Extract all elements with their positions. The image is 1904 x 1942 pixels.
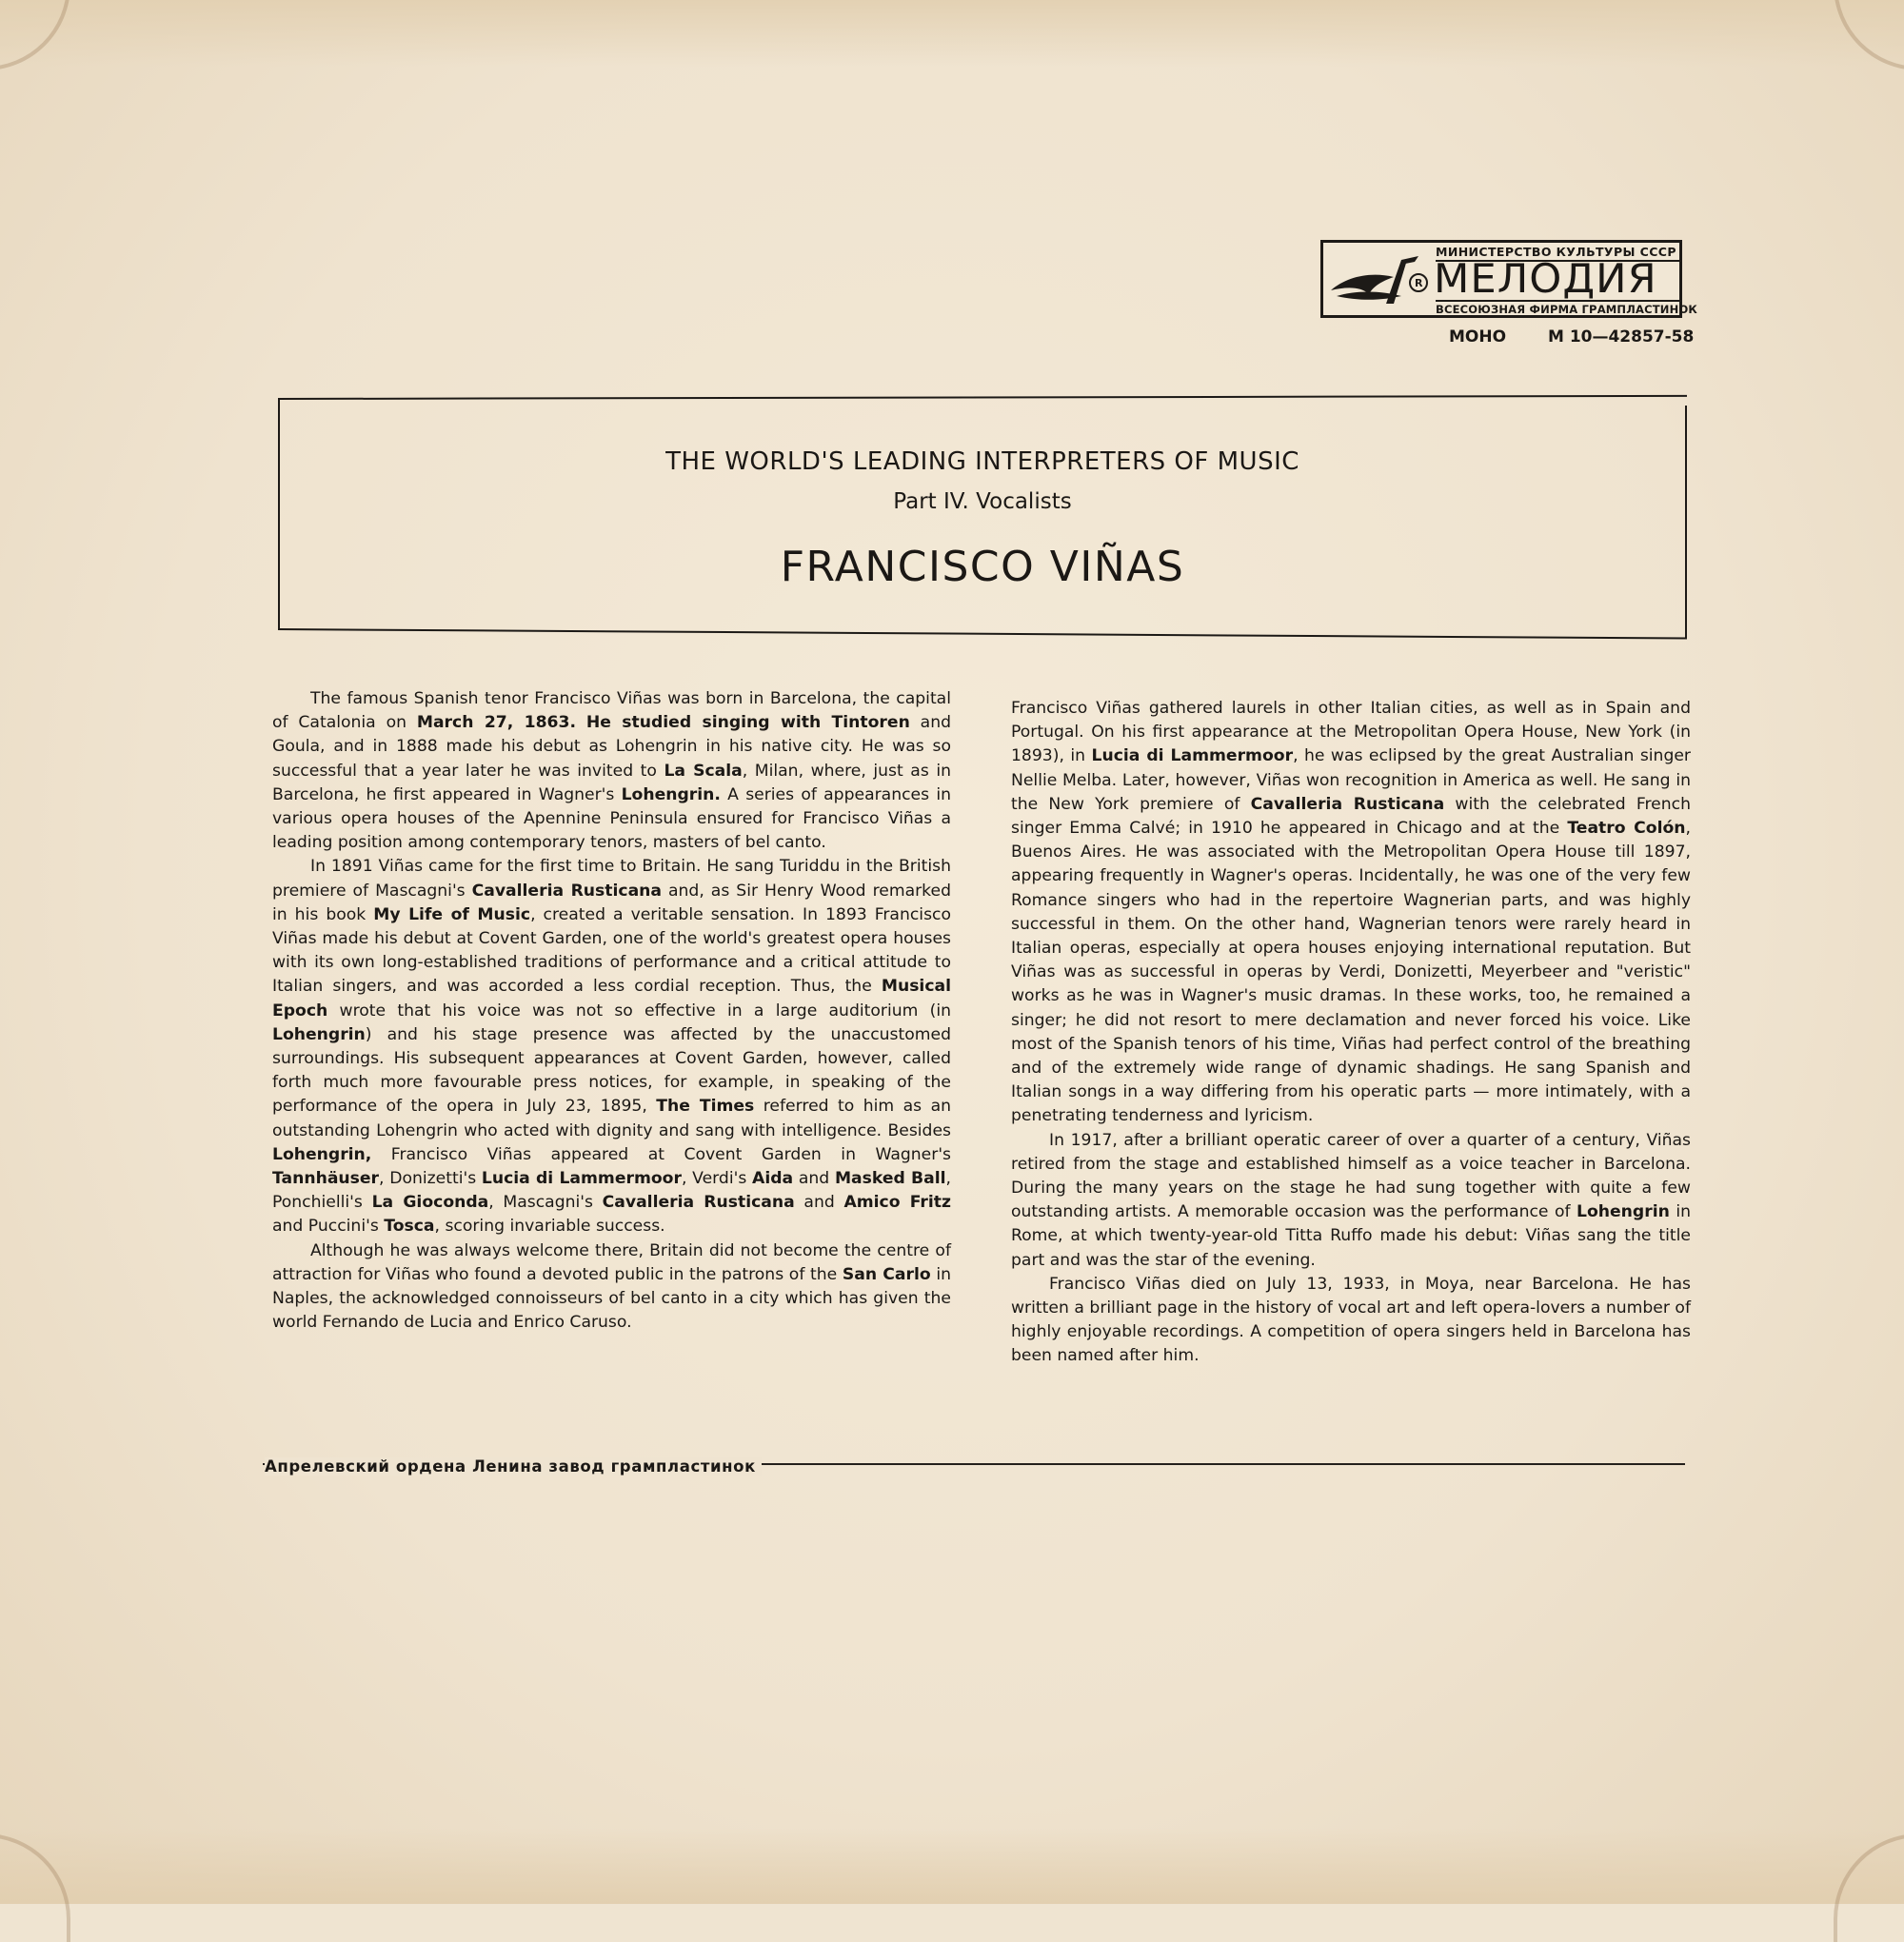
text-run: , Buenos Aires. He was associated with the Metropolitan Opera House till 1897, appearing frequently in Wagner's operas. Incidentally, he was one of the very few Romance singers who had in the repertoire Wagnerian parts, and was highly successful in them. On the other hand, Wagnerian tenors were rarely heard in Italian operas, especially at opera houses enjoying international reputation. But Viñas was as successful in operas by Verdi, Donizetti, Meyerbeer and "veristic" works as he was in Wagner's music dramas. In these works, too, he remained a singer; he did not resort to mere declamation and never forced his voice. Like most of the Spanish tenors of his time, Viñas had perfect control of the breathing and of the extremely wide range of dynamic shadings. He sang Spanish and Italian songs in a way differing from his operatic parts — more intimately, with a penetrating tenderness and lyricism. [1011, 819, 1691, 1126]
bold-text: Masked Ball [834, 1169, 946, 1189]
bold-text: San Carlo [842, 1264, 931, 1284]
text-run: In 1891 Viñas came for the first time to Britain. He sang Turiddu in the British premiere of Mascagni's [272, 857, 951, 901]
text-run: , created a veritable sensation. In 1893 Francisco Viñas made his debut at Covent Garden, one of the world's greatest opera houses with its own long-established traditions of performance and a critical attitude to Italian singers, and was accorded a less cordial reception. Thus, the [272, 904, 952, 997]
bold-text: La Gioconda [371, 1193, 489, 1213]
text-run: ) and his stage presence was affected by the unaccustomed surroundings. His subsequent appearances at Covent Garden, however, called forth much more favourable press notices, for example, in speaking of the performance of the opera in July 23, 1895, [272, 1024, 951, 1117]
series-part: Part IV. Vocalists [893, 489, 1072, 514]
bold-text: Lohengrin. [621, 784, 721, 804]
audio-format: МОНО [1449, 327, 1507, 347]
text-run: and Goula, and in 1888 made his debut as Lohengrin in his native city. He was so successful that a year later he was invited to [272, 713, 952, 781]
catalog-number: М 10—42857-58 [1547, 327, 1695, 347]
title-box-top-border [278, 395, 1687, 400]
text-run: and Puccini's [272, 1217, 385, 1237]
text-run: , he was eclipsed by the great Australian singer Nellie Melba. Later, however, Viñas won recognition in America as well. He sang in the New York premiere of [1011, 746, 1691, 814]
sleeve-top-fold [0, 0, 1904, 67]
title-box [278, 394, 1687, 640]
bold-text: Cavalleria Rusticana [602, 1193, 795, 1213]
paragraph [272, 1239, 951, 1336]
bold-text: Tosca [384, 1217, 435, 1237]
svg-text:R: R [1415, 277, 1423, 289]
melodiya-logo-icon [1327, 248, 1432, 315]
bold-text: La Scala [664, 761, 743, 781]
text-run: , Ponchielli's [272, 1169, 951, 1213]
text-run: referred to him as an outstanding Lohengrin who acted with dignity and sang with intelligence. Besides [272, 1097, 951, 1140]
paragraph [272, 855, 951, 1239]
bold-text: Lohengrin [1577, 1202, 1670, 1222]
paragraph [1011, 1273, 1691, 1369]
bold-text: Lohengrin, [272, 1144, 372, 1164]
text-run: Francisco Viñas gathered laurels in other Italian cities, as well as in Spain and Portugal. On his first appearance at the Metropolitan Opera House, New York (in 1893), in [1011, 699, 1691, 766]
bold-text: The Times [656, 1097, 755, 1117]
catalog-info [1449, 327, 1695, 347]
text-run: Francisco Viñas died on July 13, 1933, in Moya, near Barcelona. He has written a brilliant page in the history of vocal art and left opera-lovers a number of highly enjoyable recordings. A competition of opera singers held in Barcelona has been named after him. [1011, 1274, 1691, 1366]
text-run: and, as Sir Henry Wood remarked in his book [272, 881, 951, 924]
text-run: Although he was always welcome there, Britain did not become the centre of attraction for Viñas who found a devoted public in the patrons of the [272, 1240, 951, 1284]
bold-text: March 27, 1863. [416, 713, 577, 733]
text-run: and [793, 1169, 835, 1189]
paragraph [1011, 697, 1691, 1129]
bold-text: Amico Fritz [843, 1193, 951, 1213]
bold-text: He studied singing with Tintoren [585, 713, 910, 733]
text-run: In 1917, after a brilliant operatic career of over a quarter of a century, Viñas retired from the stage and established himself as a voice teacher in Barcelona. During the many years on the stage he had sung together with quite a few outstanding artists. A memorable occasion was the performance of [1011, 1130, 1691, 1222]
bold-text: Lucia di Lammermoor [1091, 746, 1294, 766]
footer-manufacturer: Апрелевский ордена Ленина завод грампластинок [265, 1457, 762, 1476]
text-run: , scoring invariable success. [434, 1217, 665, 1237]
sleeve-bottom-fold [0, 1828, 1904, 1904]
text-run: , Mascagni's [488, 1193, 603, 1213]
text-run: , Milan, where, just as in Barcelona, he first appeared in Wagner's [272, 761, 951, 804]
title-box-bottom-border [278, 628, 1687, 640]
text-run: in Naples, the acknowledged connoisseurs of bel canto in a city which has given the world Fernando de Lucia and Enrico Caruso. [272, 1264, 951, 1333]
title-box-right-border [1685, 406, 1687, 638]
logo-ministry-text: МИНИСТЕРСТВО КУЛЬТУРЫ СССР [1436, 245, 1679, 262]
bold-text: Aida [752, 1169, 794, 1189]
logo-brand-name: МЕЛОДИЯ [1434, 255, 1657, 302]
artist-name: FRANCISCO VIÑAS [780, 543, 1185, 591]
text-run: wrote that his voice was not so effective in a large auditorium (in [327, 1001, 951, 1021]
bold-text: Musical Epoch [272, 977, 951, 1021]
text-run: , Verdi's [681, 1169, 753, 1189]
text-run: in Rome, at which twenty-year-old Titta Ruffo made his debut: Viñas sang the title part and was the star of the evening. [1011, 1202, 1691, 1270]
text-column-right [1011, 697, 1691, 1369]
bold-text: Lucia di Lammermoor [481, 1169, 682, 1189]
text-run: with the celebrated French singer Emma Calvé; in 1910 he appeared in Chicago and at the [1011, 794, 1691, 839]
series-title: THE WORLD'S LEADING INTERPRETERS OF MUSIC [665, 447, 1299, 476]
paragraph [1011, 1129, 1691, 1273]
text-run [576, 713, 586, 732]
text-run: Francisco Viñas appeared at Covent Garden in Wagner's [371, 1144, 951, 1164]
text-run: The famous Spanish tenor Francisco Viñas was born in Barcelona, the capital of Catalonia on [272, 689, 951, 733]
melodiya-logo [1320, 240, 1698, 318]
paragraph [272, 687, 951, 855]
text-column-left [272, 687, 951, 1335]
text-run: A series of appearances in various opera houses of the Apennine Peninsula ensured for Francisco Viñas a leading position among contemporary tenors, masters of bel canto. [272, 784, 951, 853]
bold-text: Tannhäuser [272, 1169, 380, 1189]
logo-company-text: ВСЕСОЮЗНАЯ ФИРМА ГРАМПЛАСТИНОК [1436, 300, 1679, 316]
text-run: and [794, 1193, 844, 1213]
bold-text: Lohengrin [272, 1024, 366, 1044]
bold-text: Teatro Colón [1567, 819, 1686, 839]
bold-text: Cavalleria Rusticana [1250, 794, 1445, 814]
bold-text: Cavalleria Rusticana [471, 881, 663, 901]
bold-text: My Life of Music [373, 904, 531, 924]
text-run: , Donizetti's [379, 1169, 482, 1189]
